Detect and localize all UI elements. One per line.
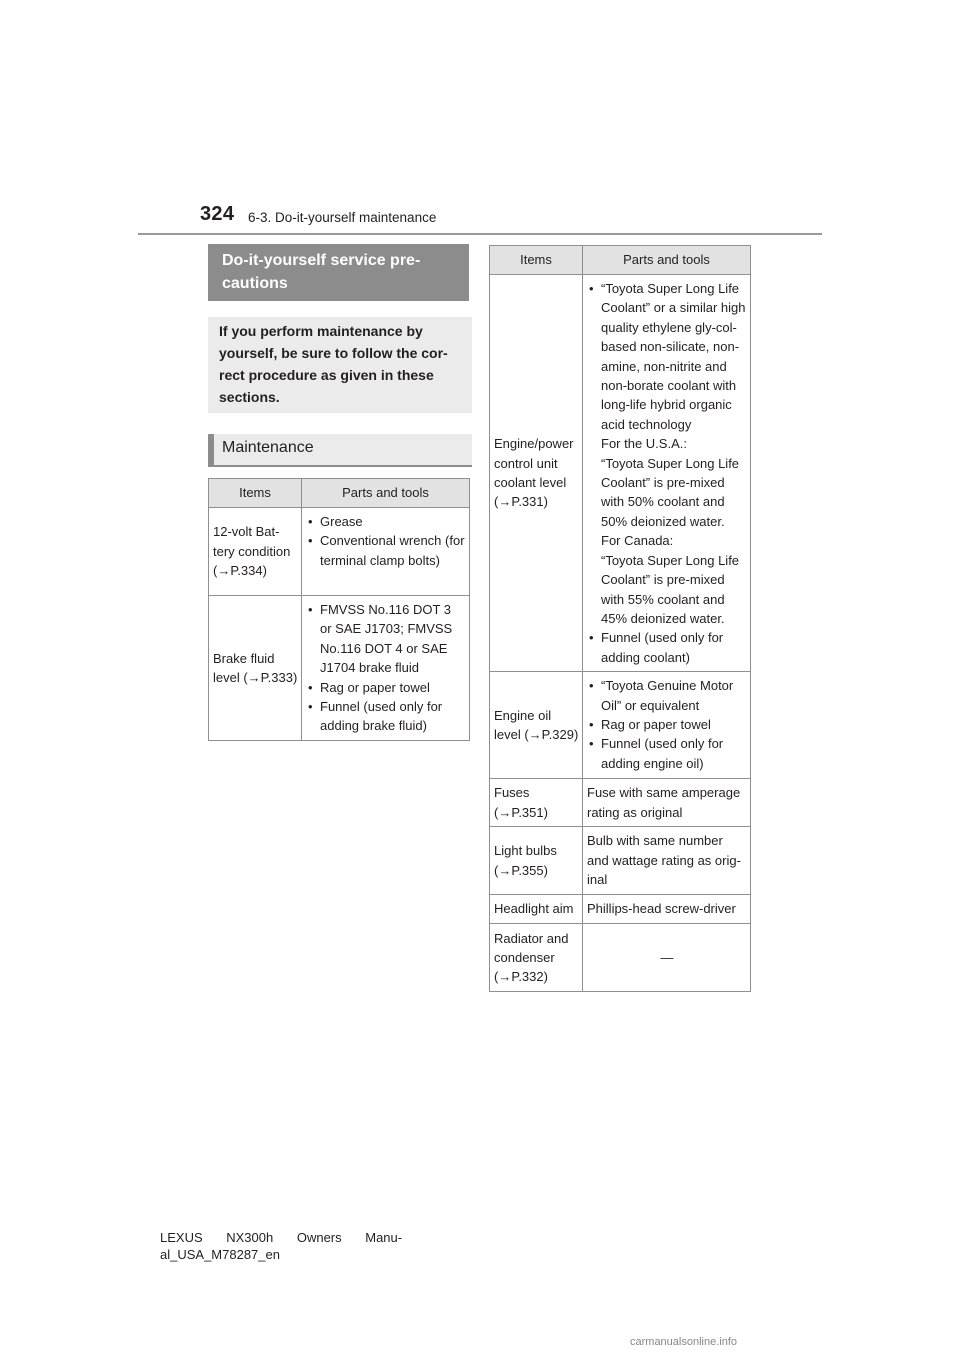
table-row: [490, 924, 751, 992]
item-cell: 12-volt Bat-tery condition (→P.334): [209, 508, 302, 596]
list-item: • Funnel (used only for adding engine oil): [587, 734, 747, 773]
coolant-note-usa: “Toyota Super Long Life Coolant” is pre-mixed with 50% coolant and 50% deionized water.: [601, 455, 740, 529]
column-header-parts: Parts and tools: [302, 479, 470, 508]
column-header-items: Items: [490, 246, 583, 275]
footer: [160, 1229, 402, 1263]
header-divider: [138, 233, 822, 235]
parts-cell: —: [583, 924, 751, 992]
item-cell: Brake fluid level (→P.333): [209, 596, 302, 741]
table-row: [209, 508, 470, 596]
table-row: [490, 779, 751, 827]
parts-cell: [302, 508, 470, 596]
table-row: [490, 827, 751, 895]
list-item: • “Toyota Super Long Life Coolant” or a similar high quality ethylene gly-col-based non-silicate, non-amine, non-nitrite and non-borate coolant with long-life hybrid organic acid technology: [587, 279, 747, 434]
footer-line: LEXUS NX300h Owners Manu-: [160, 1230, 403, 1245]
table-row: [490, 895, 751, 924]
table-row: [490, 672, 751, 779]
table-header-row: [209, 479, 470, 508]
table-header-row: [490, 246, 751, 275]
list-item: • FMVSS No.116 DOT 3 or SAE J1703; FMVSS No.116 DOT 4 or SAE J1704 brake fluid: [306, 600, 466, 678]
parts-cell: [302, 596, 470, 741]
footer-line: al_USA_M78287_en: [160, 1247, 280, 1262]
precautions-intro: If you perform maintenance by yourself, be sure to follow the cor-rect procedure as given in these sections.: [208, 317, 472, 413]
maintenance-heading: Maintenance: [208, 434, 472, 467]
item-cell: Engine oil level (→P.329): [490, 672, 583, 779]
list-item: • “Toyota Genuine Motor Oil” or equivalent: [587, 676, 747, 715]
list-item: • Funnel (used only for adding coolant): [587, 628, 747, 667]
parts-cell: [583, 672, 751, 779]
item-cell: Fuses (→P.351): [490, 779, 583, 827]
region-label-canada: For Canada:: [601, 533, 674, 549]
list-item: • Rag or paper towel: [587, 715, 747, 734]
page-number: 324: [200, 203, 235, 225]
list-item: • Rag or paper towel: [306, 678, 466, 697]
table-row: [209, 596, 470, 741]
list-item: • Grease: [306, 512, 466, 531]
coolant-note-canada: “Toyota Super Long Life Coolant” is pre-mixed with 55% coolant and 45% deionized water.: [601, 552, 740, 626]
parts-cell: Phillips-head screw-driver: [583, 895, 751, 924]
column-header-items: Items: [209, 479, 302, 508]
table-row: [490, 275, 751, 672]
parts-cell: Fuse with same amperage rating as original: [583, 779, 751, 827]
region-label-usa: For the U.S.A.:: [601, 436, 687, 452]
item-cell: Radiator and condenser (→P.332): [490, 924, 583, 992]
maintenance-table-right: [489, 245, 751, 992]
column-header-parts: Parts and tools: [583, 246, 751, 275]
list-item: • Funnel (used only for adding brake fluid): [306, 697, 466, 736]
item-cell: Engine/power control unit coolant level (→P.331): [490, 275, 583, 672]
section-title: 6-3. Do-it-yourself maintenance: [248, 210, 437, 225]
precautions-heading: Do-it-yourself service pre-cautions: [208, 244, 469, 301]
parts-cell: Bulb with same number and wattage rating as orig-inal: [583, 827, 751, 895]
maintenance-table-left: [208, 478, 470, 741]
item-cell: Headlight aim: [490, 895, 583, 924]
list-item: • Conventional wrench (for terminal clamp bolts): [306, 531, 466, 570]
parts-cell: [583, 275, 751, 672]
watermark-text: carmanualsonline.info: [630, 1336, 738, 1348]
item-cell: Light bulbs (→P.355): [490, 827, 583, 895]
